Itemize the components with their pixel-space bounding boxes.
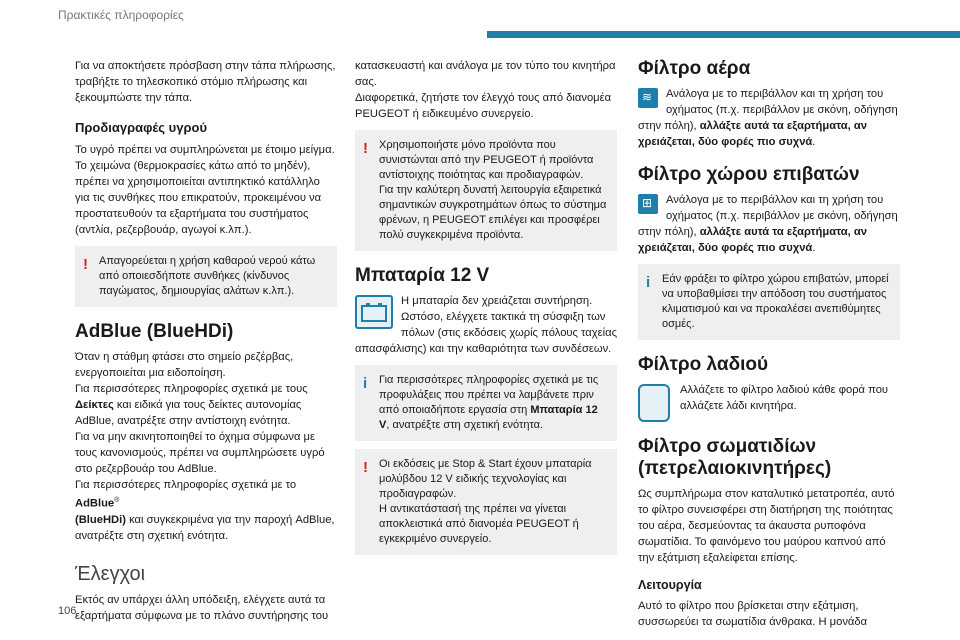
info-note xyxy=(355,365,617,441)
column-2 xyxy=(355,58,617,563)
column-1 xyxy=(75,58,337,624)
specs-heading: Προδιαγραφές υγρού xyxy=(75,120,208,135)
oil-filter-paragraph: Αλλάζετε το φίλτρο λαδιού κάθε φορά που αλλάζετε λάδι κινητήρα. xyxy=(680,384,889,412)
dpf-heading: Φίλτρο σωματιδίων xyxy=(638,436,817,457)
battery-heading: Μπαταρία 12 V xyxy=(355,265,490,286)
adblue-paragraph: Για περισσότερες πληροφορίες σχετικά με τους Δείκτες και ειδικά για τους δείκτες αυτονομίας AdBlue, ανατρέξτε στην αντίστοιχη ενότητα. xyxy=(75,383,308,427)
adblue-paragraph: Για περισσότερες πληροφορίες σχετικά με το AdBlue® (BlueHDi) και συγκεκριμένα για την παροχή AdBlue, ανατρέξτε στη σχετική ενότητα. xyxy=(75,479,335,542)
info-icon: i xyxy=(363,375,368,392)
adblue-paragraph: Για να μην ακινητοποιηθεί το όχημα σύμφωνα με τους κανονισμούς, πρέπει να συμπληρώσετε υγρό στο ρεζερβουάρ του AdBlue. xyxy=(75,431,325,475)
cont-paragraph: Διαφορετικά, ζητήστε τον έλεγχό τους από διανομέα PEUGEOT ή ειδικευμένο συνεργείο. xyxy=(355,92,612,120)
info-text: Για περισσότερες πληροφορίες σχετικά με τις προφυλάξεις που πρέπει να λαμβάνετε πριν από οποιαδήποτε εργασία στη Μπαταρία 12 V, ανατρέξτε στη σχετική ενότητα. xyxy=(379,374,599,431)
adblue-heading: AdBlue (BlueHDi) xyxy=(75,321,234,342)
operation-heading: Λειτουργία xyxy=(638,578,702,592)
air-filter-paragraph: Ανάλογα με το περιβάλλον και τη χρήση του οχήματος (π.χ. περιβάλλον με σκόνη, οδήγηση στην πόλη), αλλάξτε αυτά τα εξαρτήματα, αν χρειάζεται, δύο φορές πιο συχνά. xyxy=(638,88,898,148)
specs-paragraph: Το υγρό πρέπει να συμπληρώνεται με έτοιμο μείγμα. Το χειμώνα (θερμοκρασίες κάτω από το μηδέν), πρέπει να χρησιμοποιείται αντιπηκτικό κατάλληλο για τις συνθήκες που επικρατούν, προκειμένου να προστατευθούν τα εξαρτήματα του συστήματος (αντλία, ρεζερβουάρ, αγωγοί κ.λπ.). xyxy=(75,144,335,236)
cabin-filter-icon: ⊞ xyxy=(638,194,658,214)
checks-heading: Έλεγχοι xyxy=(75,562,146,585)
air-filter-icon: ≋ xyxy=(638,88,658,108)
header-accent-bar xyxy=(487,31,960,38)
dpf-heading-sub: (πετρελαιοκινητήρες) xyxy=(638,458,832,479)
info-note xyxy=(638,264,900,340)
intro-paragraph: Για να αποκτήσετε πρόσβαση στην τάπα πλήρωσης, τραβήξτε το τηλεσκοπικό στόμιο πλήρωσης και ξεκουμπώστε την τάπα. xyxy=(75,60,336,104)
battery-paragraph: Η μπαταρία δεν χρειάζεται συντήρηση. Ωστόσο, ελέγχετε τακτικά τη σύσφιξη των πόλων (στις εκδόσεις χωρίς πόλους ταχείας απασφάλισης) και την καθαριότητα των συνδέσεων. xyxy=(355,295,617,355)
air-filter-heading: Φίλτρο αέρα xyxy=(638,58,751,79)
column-3 xyxy=(638,58,900,630)
info-text: Εάν φράξει το φίλτρο χώρου επιβατών, μπορεί να υποβαθμίσει την απόδοση του συστήματος κλιματισμού και να προκαλέσει ανεπιθύμητες οσμές. xyxy=(662,273,889,330)
cabin-filter-paragraph: Ανάλογα με το περιβάλλον και τη χρήση του οχήματος (π.χ. περιβάλλον με σκόνη, οδήγηση στην πόλη), αλλάξτε αυτά τα εξαρτήματα, αν χρειάζεται, δύο φορές πιο συχνά. xyxy=(638,194,898,254)
warning-note xyxy=(355,449,617,555)
warning-icon: ! xyxy=(363,140,368,157)
page-number: 106 xyxy=(58,605,77,617)
warning-text: Για την καλύτερη δυνατή λειτουργία εξαιρετικά σημαντικών συγκροτημάτων όπως το σύστημα φρένων, η PEUGEOT επιλέγει και προσφέρει πολύ συγκεκριμένα προϊόντα. xyxy=(379,184,607,241)
oil-filter-heading: Φίλτρο λαδιού xyxy=(638,354,769,375)
warning-icon: ! xyxy=(83,256,88,273)
warning-text: Χρησιμοποιήστε μόνο προϊόντα που συνιστώνται από την PEUGEOT ή προϊόντα αντίστοιχης ποιότητας και προδιαγραφών. xyxy=(379,139,594,181)
dpf-paragraph: Ως συμπλήρωμα στον καταλυτικό μετατροπέα, αυτό το φίλτρο συνεισφέρει στη διατήρηση της ποιότητας του αέρα, δεσμεύοντας τα άκαυστα ρυποφόνα σωματίδια. Το φαινόμενο του μαύρου καπνού από την εξάτμιση εξαλείφεται επίσης. xyxy=(638,488,895,564)
adblue-paragraph: Όταν η στάθμη φτάσει στο σημείο ρεζέρβας, ενεργοποιείται μια ειδοποίηση. xyxy=(75,351,294,379)
warning-icon: ! xyxy=(363,459,368,476)
warning-text: Η αντικατάστασή της πρέπει να γίνεται αποκλειστικά από διανομέα PEUGEOT ή εγκεκριμένο συνεργείο. xyxy=(379,503,579,545)
battery-icon xyxy=(355,295,393,329)
cabin-filter-heading: Φίλτρο χώρου επιβατών xyxy=(638,164,860,185)
warning-text: Οι εκδόσεις με Stop & Start έχουν μπαταρία μολύβδου 12 V ειδικής τεχνολογίας και προδιαγραφών. xyxy=(379,458,592,500)
cont-paragraph: κατασκευαστή και ανάλογα με τον τύπο του κινητήρα σας. xyxy=(355,60,616,88)
warning-text: Απαγορεύεται η χρήση καθαρού νερού κάτω από οποιεσδήποτε συνθήκες (κίνδυνος παγώματος, δημιουργίας αλάτων κ.λπ.). xyxy=(99,255,316,297)
warning-note xyxy=(75,246,337,307)
operation-paragraph: Αυτό το φίλτρο που βρίσκεται στην εξάτμιση, συσσωρεύει τα σωματίδια άνθρακα. Η μονάδα xyxy=(638,600,868,628)
running-header: Πρακτικές πληροφορίες xyxy=(58,8,184,22)
adblue-link-indicators: Δείκτες xyxy=(75,399,114,411)
info-icon: i xyxy=(646,274,651,291)
checks-paragraph: Εκτός αν υπάρχει άλλη υπόδειξη, ελέγχετε αυτά τα εξαρτήματα σύμφωνα με το πλάνο συντήρησης του xyxy=(75,593,329,622)
warning-note xyxy=(355,130,617,251)
oil-filter-icon xyxy=(638,384,670,422)
